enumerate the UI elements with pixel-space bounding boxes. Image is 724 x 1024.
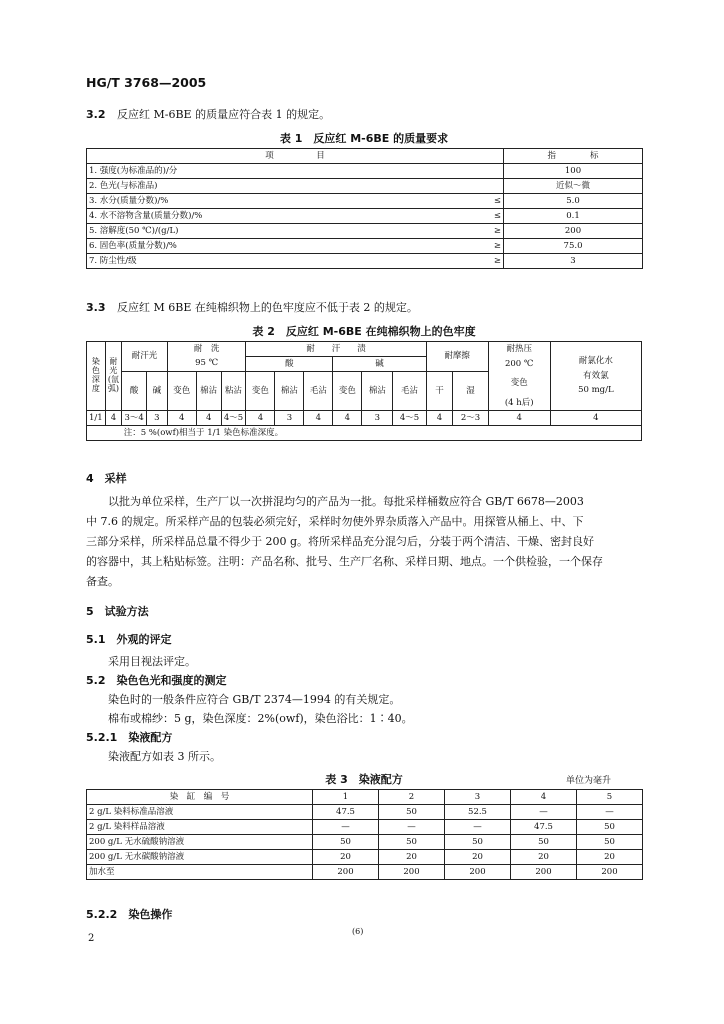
table3-cell: 50 — [511, 835, 577, 850]
section-3-2 — [86, 109, 330, 120]
section-number: 3.3 — [86, 301, 106, 314]
table-row — [87, 411, 642, 426]
table-row — [87, 224, 643, 239]
table2-head-light: 耐光(氙弧) — [105, 342, 122, 411]
section-5-2-2-title: 5.2.2 染色操作 — [86, 908, 173, 921]
table3-cell: 200 g/L 无水硫酸钠溶液 — [87, 835, 313, 850]
table2-cell: 4 — [426, 411, 453, 426]
table3-cell: — — [313, 820, 379, 835]
table1-sym: ≥ — [411, 254, 504, 269]
table1-val: 3 — [504, 254, 643, 269]
table3-cell: 52.5 — [445, 805, 511, 820]
section-5-1-title: 5.1 外观的评定 — [86, 633, 172, 646]
table3-cell: — — [445, 820, 511, 835]
section-5-1-text: 采用目视法评定。 — [108, 655, 196, 668]
table2-head-depth: 染色深度 — [87, 342, 106, 411]
table3-head: 5 — [577, 790, 643, 805]
table2-head-wash-cotton: 棉沾 — [196, 372, 221, 411]
table1-val: 5.0 — [504, 194, 643, 209]
table3-cell: 2 g/L 染料样品溶液 — [87, 820, 313, 835]
table2-head-heat: 耐热压 — [488, 342, 550, 357]
table2-cell: 3 — [275, 411, 304, 426]
section-text: 反应红 M-6BE 的质量应符合表 1 的规定。 — [117, 108, 331, 121]
table3-cell: 200 g/L 无水碳酸钠溶液 — [87, 850, 313, 865]
table2-cell: 3 — [147, 411, 168, 426]
table3-cell: 200 — [379, 865, 445, 880]
table1-head-item: 项 目 — [87, 149, 504, 164]
table3-head: 2 — [379, 790, 445, 805]
table2-head-wash: 耐 洗 — [167, 342, 246, 357]
section-4-line: 中 7.6 的规定。所采样产品的包装必须完好，采样时勿使外界杂质落入产品中。用探管从桶上、中、下 — [86, 515, 584, 528]
section-4-line: 以批为单位采样，生产厂以一次拼混均匀的产品为一批。每批采样桶数应符合 GB/T 6678—2003 — [108, 495, 584, 508]
table2-head-wash-change: 变色 — [167, 372, 196, 411]
section-4-line: 的容器中，其上粘贴标签。注明：产品名称、批号、生产厂名称、采样日期、地点。一个供检验，一个保存 — [86, 555, 603, 568]
table2-cell: 4 — [333, 411, 362, 426]
table2-head-heat-temp: 200 ℃ — [488, 357, 550, 372]
page-mark: (6) — [352, 927, 364, 936]
table3-cell: 200 — [445, 865, 511, 880]
table1 — [86, 148, 643, 269]
table2-cell: 4 — [246, 411, 275, 426]
table1-val: 100 — [504, 164, 643, 179]
section-5-2-1-title: 5.2.1 染液配方 — [86, 731, 173, 744]
table2-head-chlorine — [550, 342, 641, 411]
table3-cell: 50 — [379, 805, 445, 820]
table1-header-row — [87, 149, 643, 164]
table2-head-wet: 湿 — [453, 372, 488, 411]
chlorine-line-1: 耐氯化水 — [578, 355, 613, 366]
table2-head-sweat-alk: 碱 — [147, 372, 168, 411]
section-5-2-line2: 棉布或棉纱：5 g，染色深度：2%(owf)，染色浴比：1∶40。 — [108, 712, 413, 725]
table2-cell: 4 — [105, 411, 122, 426]
table1-val: 75.0 — [504, 239, 643, 254]
table2-head-alkali: 碱 — [333, 357, 426, 372]
table-row — [87, 820, 643, 835]
table2-cell: 4 — [304, 411, 333, 426]
table1-item: 5. 溶解度(50 ℃)/(g/L) — [87, 224, 411, 239]
table2-head-alk-change: 变色 — [333, 372, 362, 411]
table2-head-alk-cotton: 棉沾 — [362, 372, 393, 411]
table-row — [87, 850, 643, 865]
table1-sym — [411, 179, 504, 194]
table1-sym: ≤ — [411, 194, 504, 209]
chlorine-line-3: 50 mg/L — [578, 385, 614, 396]
table2-head-rubbing: 耐摩擦 — [426, 342, 488, 372]
table1-item: 1. 强度(为标准品的)/分 — [87, 164, 411, 179]
table3-cell: 200 — [313, 865, 379, 880]
table1-item: 6. 固色率(质量分数)/% — [87, 239, 411, 254]
table3-cell: 20 — [445, 850, 511, 865]
table3-head: 1 — [313, 790, 379, 805]
table2 — [86, 341, 642, 441]
section-4-line: 备查。 — [86, 575, 119, 588]
document-code: HG/T 3768—2005 — [86, 75, 207, 90]
table-row — [87, 254, 643, 269]
table-row — [87, 209, 643, 224]
table3-cell: 加水至 — [87, 865, 313, 880]
table1-val: 200 — [504, 224, 643, 239]
table3-head: 染 缸 编 号 — [87, 790, 313, 805]
table2-head-sweat-light: 耐汗光 — [122, 342, 168, 372]
table1-sym: ≥ — [411, 239, 504, 254]
table1-item: 3. 水分(质量分数)/% — [87, 194, 411, 209]
section-5-2-title: 5.2 染色色光和强度的测定 — [86, 674, 227, 687]
table-row — [87, 239, 643, 254]
table3-caption: 表 3 染液配方 — [325, 773, 403, 786]
table2-cell: 4 — [488, 411, 550, 426]
section-5-2-line1: 染色时的一般条件应符合 GB/T 2374—1994 的有关规定。 — [108, 693, 401, 706]
table2-cell: 4 — [550, 411, 641, 426]
table1-head-index: 指 标 — [504, 149, 643, 164]
table1-item: 2. 色光(与标准品) — [87, 179, 411, 194]
table2-head-perspiration: 耐 汗 渍 — [246, 342, 426, 357]
table3-cell: 50 — [445, 835, 511, 850]
table3-cell: — — [577, 805, 643, 820]
table2-caption: 表 2 反应红 M-6BE 在纯棉织物上的色牢度 — [252, 325, 476, 338]
table2-head-acid-wool: 毛沾 — [304, 372, 333, 411]
table-row — [87, 835, 643, 850]
table3-cell: 2 g/L 染料标准品溶液 — [87, 805, 313, 820]
table1-caption: 表 1 反应红 M-6BE 的质量要求 — [279, 132, 449, 145]
section-4-line: 三部分采样，所采样品总量不得少于 200 g。将所采样品充分混匀后，分装于两个清洁、干燥、密封良好 — [86, 535, 595, 548]
table2-cell: 4～5 — [393, 411, 426, 426]
table3-cell: 47.5 — [313, 805, 379, 820]
page-number: 2 — [88, 933, 95, 944]
table1-val: 0.1 — [504, 209, 643, 224]
table3-cell: 200 — [511, 865, 577, 880]
table-row — [87, 194, 643, 209]
table1-sym: ≤ — [411, 209, 504, 224]
table3-cell: 20 — [313, 850, 379, 865]
table2-head-heat-time: (4 h后) — [488, 396, 550, 411]
section-5-title: 5 试验方法 — [86, 605, 149, 618]
table3-cell: 50 — [313, 835, 379, 850]
table3-header-row — [87, 790, 643, 805]
table3 — [86, 789, 643, 880]
table3-unit: 单位为毫升 — [566, 776, 612, 786]
table2-head-alk-wool: 毛沾 — [393, 372, 426, 411]
table3-cell: 50 — [577, 820, 643, 835]
table2-cell: 4～5 — [221, 411, 246, 426]
section-number: 3.2 — [86, 108, 106, 121]
table3-cell: 20 — [511, 850, 577, 865]
section-4-title: 4 采样 — [86, 472, 127, 485]
table2-head-dry: 干 — [426, 372, 453, 411]
table-row — [87, 865, 643, 880]
table2-head-sweat-acid: 酸 — [122, 372, 147, 411]
table3-cell: 20 — [379, 850, 445, 865]
table3-cell: 47.5 — [511, 820, 577, 835]
table2-head-acid: 酸 — [246, 357, 333, 372]
table2-cell: 3～4 — [122, 411, 147, 426]
table3-cell: — — [511, 805, 577, 820]
table1-sym — [411, 164, 504, 179]
table1-item: 7. 防尘性/级 — [87, 254, 411, 269]
table2-head-heat-change: 变色 — [488, 372, 550, 397]
table2-head-wash-temp: 95 ℃ — [167, 357, 246, 372]
table2-note: 注：5 %(owf)相当于 1/1 染色标准深度。 — [122, 426, 642, 441]
table1-val: 近似～微 — [504, 179, 643, 194]
table2-head-acid-cotton: 棉沾 — [275, 372, 304, 411]
table2-cell: 4 — [167, 411, 196, 426]
table2-note-spacer — [87, 426, 122, 441]
table3-head: 3 — [445, 790, 511, 805]
table1-item: 4. 水不溶物含量(质量分数)/% — [87, 209, 411, 224]
table-row — [87, 805, 643, 820]
table3-cell: 200 — [577, 865, 643, 880]
section-4-body — [86, 492, 641, 592]
table2-cell: 1/1 — [87, 411, 106, 426]
table2-cell: 3 — [362, 411, 393, 426]
table3-cell: — — [379, 820, 445, 835]
table1-sym: ≥ — [411, 224, 504, 239]
table3-cell: 50 — [379, 835, 445, 850]
section-5-2-1-text: 染液配方如表 3 所示。 — [108, 750, 221, 763]
table3-cell: 20 — [577, 850, 643, 865]
table3-cell: 50 — [577, 835, 643, 850]
table-row — [87, 164, 643, 179]
table2-cell: 4 — [196, 411, 221, 426]
table-row — [87, 179, 643, 194]
table2-head-acid-change: 变色 — [246, 372, 275, 411]
section-3-3 — [86, 302, 418, 313]
section-text: 反应红 M 6BE 在纯棉织物上的色牢度应不低于表 2 的规定。 — [117, 301, 418, 314]
chlorine-line-2: 有效氯 — [583, 370, 609, 381]
table2-cell: 2～3 — [453, 411, 488, 426]
table3-head: 4 — [511, 790, 577, 805]
table2-head-wash-viscose: 粘沾 — [221, 372, 246, 411]
